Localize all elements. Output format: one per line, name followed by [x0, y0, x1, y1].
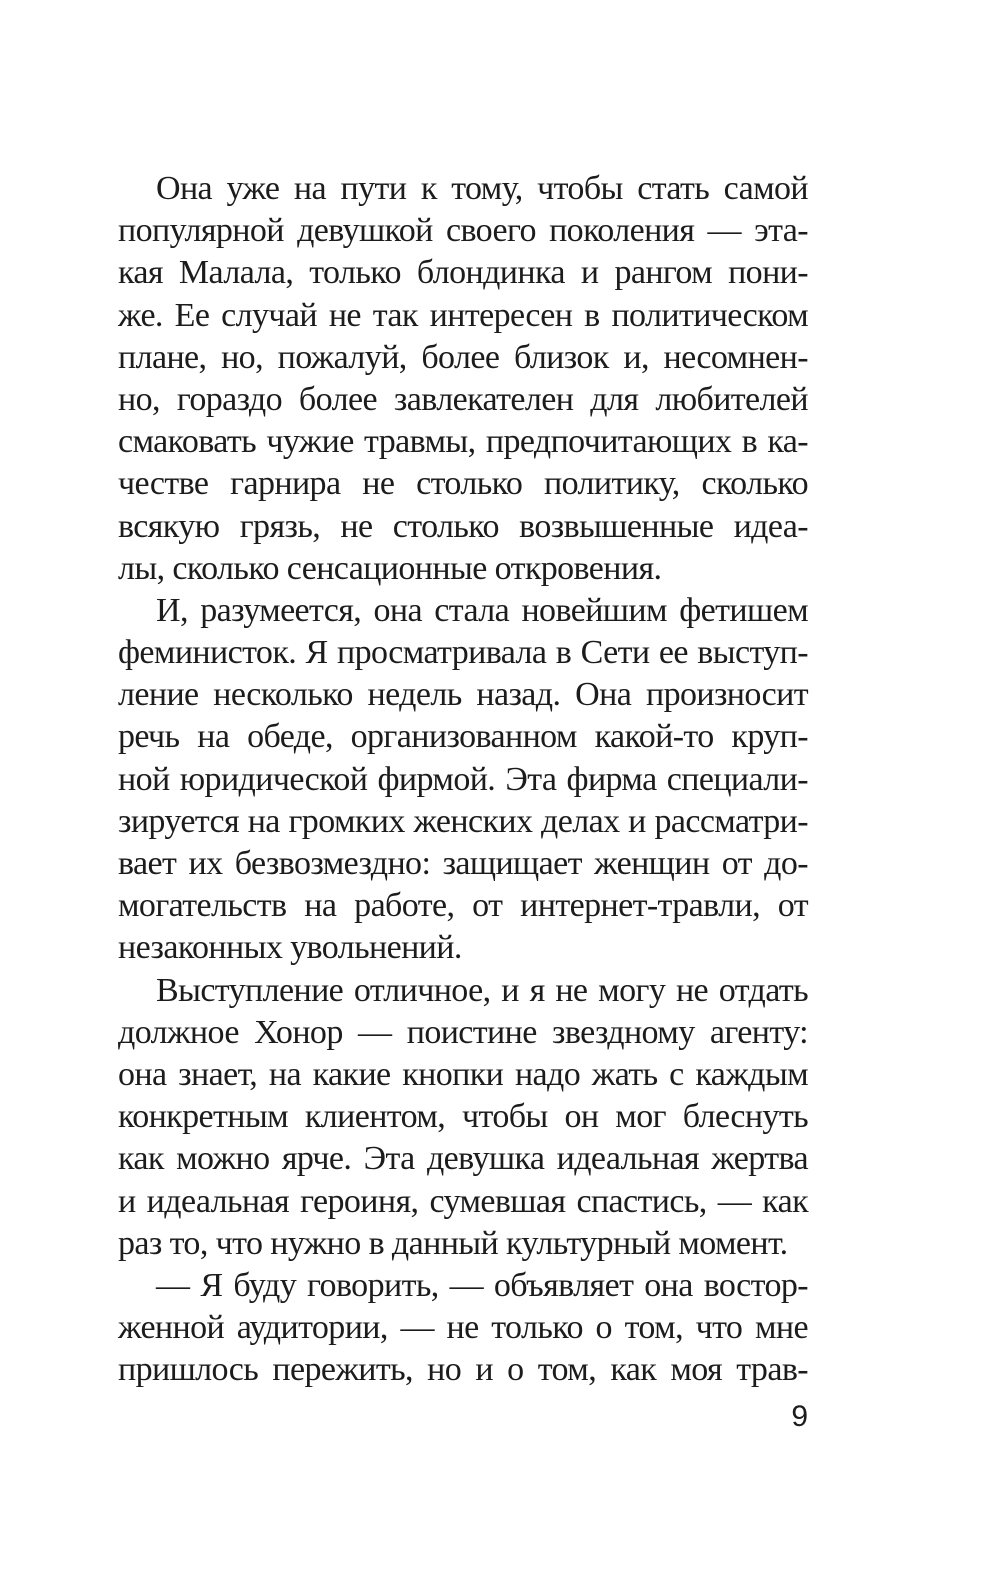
text-line: ление несколько недель назад. Она произносит — [118, 676, 808, 714]
text-line: плане, но, пожалуй, более близок и, несомнен- — [118, 338, 808, 376]
text-line: ной юридической фирмой. Эта фирма специали- — [118, 760, 808, 798]
text-line: — Я буду говорить, — объявляет она востор- — [156, 1266, 808, 1304]
text-line: смаковать чужие травмы, предпочитающих в ка- — [118, 423, 808, 461]
text-line: конкретным клиентом, чтобы он мог блеснуть — [118, 1098, 808, 1136]
text-line: но, гораздо более завлекателен для любителей — [118, 380, 808, 418]
text-line: И, разумеется, она стала новейшим фетишем — [156, 591, 808, 629]
text-line: вает их безвозмездно: защищает женщин от до- — [118, 845, 808, 882]
text-line: речь на обеде, организованном какой-то круп- — [118, 718, 808, 756]
text-line: лы, сколько сенсационные откровения. — [118, 549, 662, 587]
text-line: как можно ярче. Эта девушка идеальная жертва — [118, 1140, 808, 1178]
text-line: Она уже на пути к тому, чтобы стать самой — [156, 170, 808, 207]
text-line: должное Хонор — поистине звездному агенту: — [118, 1013, 808, 1051]
text-line: всякую грязь, не столько возвышенные идеа- — [118, 507, 808, 545]
body-text — [118, 168, 808, 1391]
text-line: честве гарнира не столько политику, сколько — [118, 465, 808, 503]
text-line: зируется на громких женских делах и рассматри- — [118, 802, 808, 840]
text-line: женной аудитории, — не только о том, что мне — [118, 1309, 808, 1347]
text-line: популярной девушкой своего поколения — эта- — [118, 212, 808, 250]
text-line: Выступление отличное, и я не могу не отдать — [156, 971, 808, 1009]
text-line: феминисток. Я просматривала в Сети ее выступ- — [118, 634, 808, 672]
text-line: могательств на работе, от интернет-травли, от — [118, 887, 808, 925]
text-line: кая Малала, только блондинка и рангом пони- — [118, 254, 808, 292]
page-number: 9 — [791, 1400, 808, 1433]
text-line: и идеальная героиня, сумевшая спастись, — как — [118, 1182, 808, 1220]
text-line: пришлось пережить, но и о том, как моя трав- — [118, 1351, 808, 1389]
text-line: раз то, что нужно в данный культурный момент. — [118, 1224, 788, 1262]
text-line: она знает, на какие кнопки надо жать с каждым — [118, 1055, 808, 1093]
text-line: незаконных увольнений. — [118, 929, 462, 967]
text-line: же. Ее случай не так интересен в политическом — [118, 296, 808, 334]
